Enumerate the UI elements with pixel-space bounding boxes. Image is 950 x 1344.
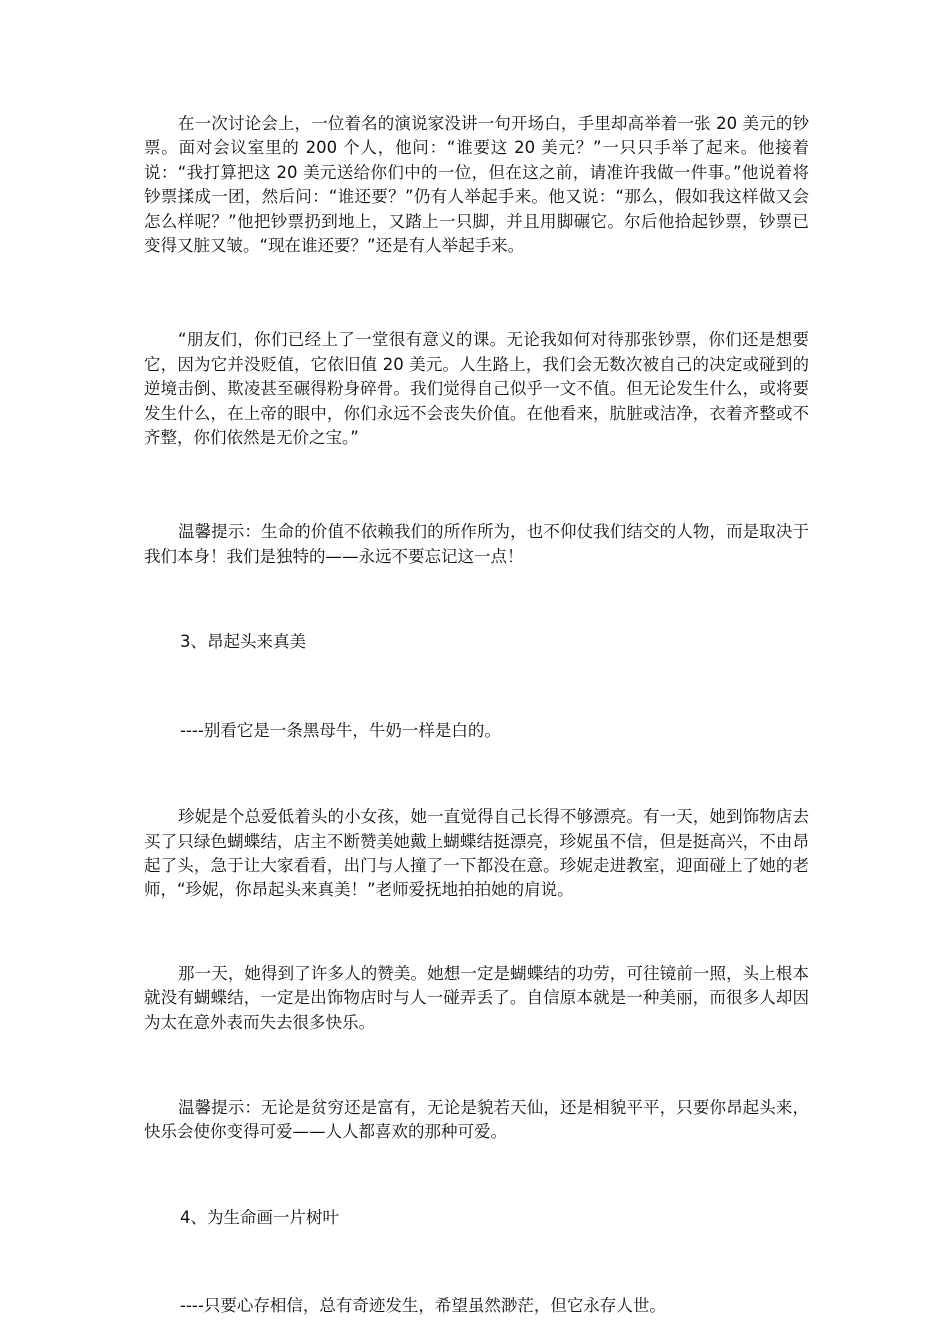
document-page — [144, 112, 809, 1319]
paragraph-tip-1: 温馨提示：生命的价值不依赖我们的所作所为，也不仰仗我们结交的人物，而是取决于我们本身！我们是独特的——永远不要忘记这一点！ — [144, 522, 809, 566]
paragraph-speaker-story: 在一次讨论会上，一位着名的演说家没讲一句开场白，手里却高举着一张 20 美元的钞票。面对会议室里的 200 个人，他问：“谁要这 20 美元？”一只只手举了起来。他接着说：“我打算把这 20 美元送给你们中的一位，但在这之前，请准许我做一件事。”他说着将钞票揉成一团，然后问：“谁还要？”仍有人举起手来。他又说：“那么，假如我这样做又会怎么样呢？”他把钞票扔到地上，又踏上一只脚，并且用脚碾它。尔后他拾起钞票，钞票已变得又脏又皱。“现在谁还要？”还是有人举起手来。 — [144, 114, 809, 256]
paragraph-jenny-story: 珍妮是个总爱低着头的小女孩，她一直觉得自己长得不够漂亮。有一天，她到饰物店去买了只绿色蝴蝶结，店主不断赞美她戴上蝴蝶结挺漂亮，珍妮虽不信，但是挺高兴，不由昂起了头，急于让大家看看，出门与人撞了一下都没在意。珍妮走进教室，迎面碰上了她的老师，“珍妮，你昂起头来真美！”老师爱抚地拍拍她的肩说。 — [144, 807, 809, 900]
section-epigraph-3: ----别看它是一条黑母牛，牛奶一样是白的。 — [180, 720, 501, 740]
section-epigraph-4: ----只要心存相信，总有奇迹发生，希望虽然渺茫，但它永存人世。 — [180, 1296, 666, 1316]
paragraph-speaker-quote: “朋友们，你们已经上了一堂很有意义的课。无论我如何对待那张钞票，你们还是想要它，因为它并没贬值，它依旧值 20 美元。人生路上，我们会无数次被自己的决定或碰到的逆境击倒、欺凌甚至碾得粉身碎骨。我们觉得自己似乎一文不值。但无论发生什么，或将要发生什么，在上帝的眼中，你们永远不会丧失价值。在他看来，肮脏或洁净，衣着齐整或不齐整，你们依然是无价之宝。” — [144, 330, 809, 448]
section-heading-3: 3、昂起头来真美 — [180, 632, 306, 652]
section-heading-4: 4、为生命画一片树叶 — [180, 1207, 339, 1227]
paragraph-jenny-ending: 那一天，她得到了许多人的赞美。她想一定是蝴蝶结的功劳，可往镜前一照，头上根本就没有蝴蝶结，一定是出饰物店时与人一碰弄丢了。自信原本就是一种美丽，而很多人却因为太在意外表而失去很多快乐。 — [144, 963, 809, 1032]
paragraph-tip-2: 温馨提示：无论是贫穷还是富有，无论是貌若天仙，还是相貌平平，只要你昂起头来，快乐会使你变得可爱——人人都喜欢的那种可爱。 — [144, 1097, 809, 1142]
